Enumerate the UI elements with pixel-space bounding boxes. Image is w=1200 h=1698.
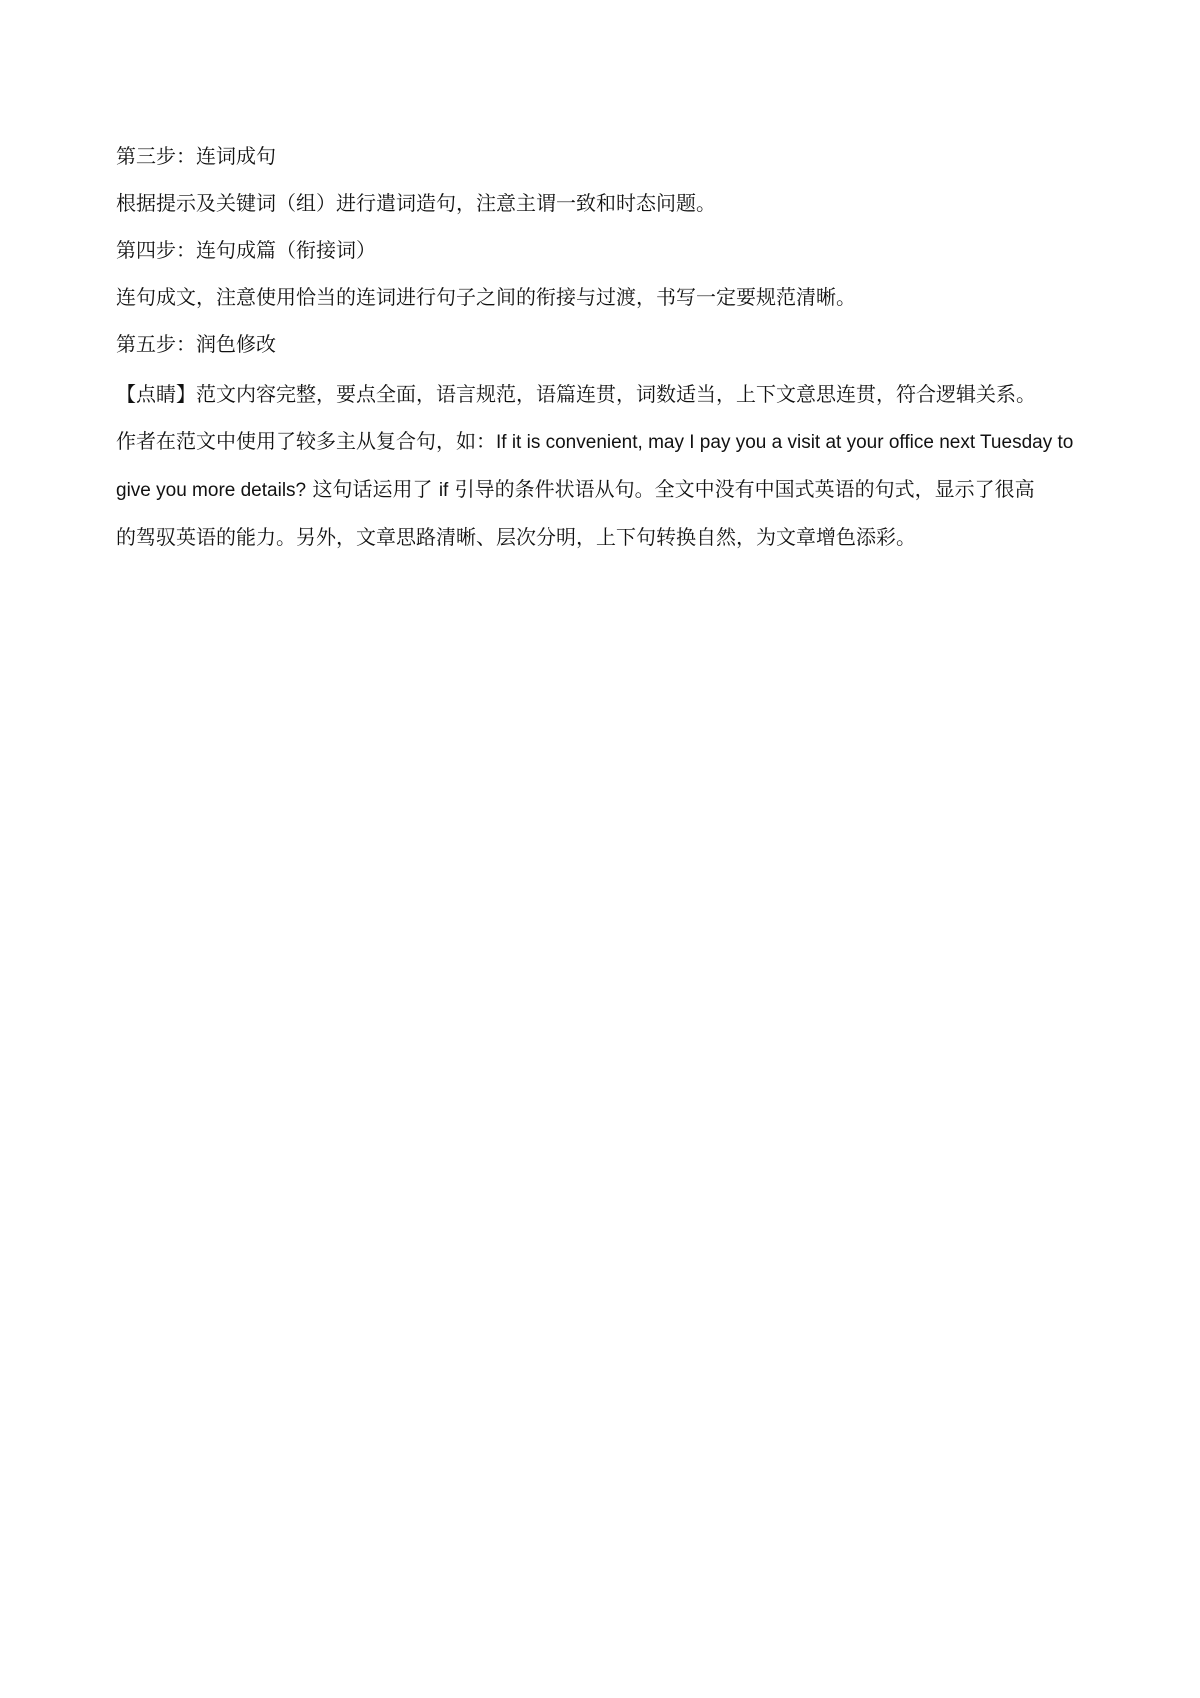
comment-line-3-chinese-a: 这句话运用了	[306, 477, 439, 501]
step5-title: 第五步：润色修改	[116, 332, 276, 356]
step3-title: 第三步：连词成句	[116, 144, 276, 168]
comment-line-2	[116, 418, 1096, 466]
step3-text: 根据提示及关键词（组）进行遣词造句，注意主谓一致和时态问题。	[116, 191, 716, 215]
comment-line-4: 的驾驭英语的能力。另外，文章思路清晰、层次分明，上下句转换自然，为文章增色添彩。	[116, 525, 916, 549]
example-sentence-part-1: If it is convenient, may I pay you a visit at your office next Tuesday to	[496, 432, 1074, 453]
step4-title: 第四步：连句成篇（衔接词）	[116, 238, 376, 262]
document-content	[116, 141, 1096, 561]
comment-paragraph	[116, 371, 1096, 561]
comment-line-2-chinese: 作者在范文中使用了较多主从复合句，如：	[116, 429, 496, 453]
comment-line-1: 【点睛】范文内容完整，要点全面，语言规范，语篇连贯，词数适当，上下文意思连贯，符合逻辑关系。	[116, 382, 1036, 406]
step4-text: 连句成文，注意使用恰当的连词进行句子之间的衔接与过渡，书写一定要规范清晰。	[116, 285, 856, 309]
comment-line-3-chinese-b: 引导的条件状语从句。全文中没有中国式英语的句式，显示了很高	[448, 477, 1035, 501]
if-keyword: if	[438, 480, 449, 501]
example-sentence-part-2: give you more details?	[116, 480, 307, 501]
comment-line-3	[116, 466, 1096, 514]
